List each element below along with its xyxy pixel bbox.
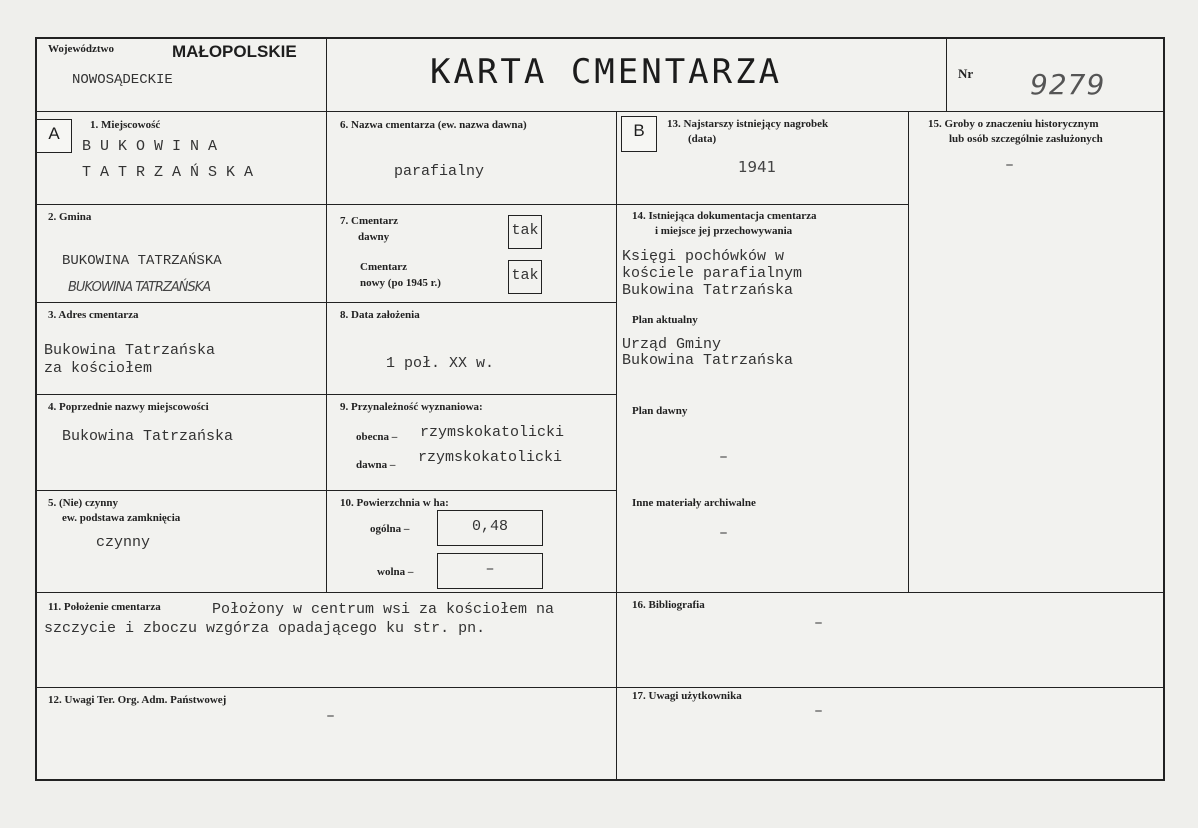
uwagi-ter-value: – (326, 708, 336, 725)
poprzednie-nazwy-value: Bukowina Tatrzańska (62, 428, 234, 445)
polozenie-line2: szczycie i zboczu wzgórza opadającego ku str. pn. (44, 620, 486, 637)
nazwa-cmentarza-value: parafialny (394, 163, 485, 180)
bibliografia-value: – (814, 615, 824, 632)
gmina-handwritten: BUKOWINA TATRZAŃSKA (68, 280, 211, 295)
nowy-checkbox: tak (508, 260, 542, 294)
data-zalozenia-value: 1 poł. XX w. (386, 355, 495, 372)
field-17-label: 17. Uwagi użytkownika (632, 690, 742, 702)
ogolna-value: 0,48 (437, 510, 543, 546)
najstarszy-nagrobek-value: 1941 (738, 158, 777, 176)
nowy-label-2: nowy (po 1945 r.) (360, 277, 441, 289)
gmina-value: BUKOWINA TATRZAŃSKA (62, 253, 222, 269)
plan-aktualny-label: Plan aktualny (632, 314, 698, 326)
inne-materialy-value: – (719, 525, 729, 542)
dokumentacja-line2: kościele parafialnym (622, 265, 803, 282)
ogolna-label: ogólna – (370, 523, 410, 535)
rule (326, 111, 327, 593)
adres-line1: Bukowina Tatrzańska (44, 342, 216, 359)
rule (908, 111, 909, 593)
field-15-sublabel: lub osób szczególnie zasłużonych (949, 133, 1103, 145)
dawny-label: dawny (358, 231, 390, 243)
plan-aktualny-line2: Bukowina Tatrzańska (622, 352, 794, 369)
field-5-sublabel: ew. podstawa zamknięcia (62, 512, 181, 524)
field-7-label: 7. Cmentarz (340, 215, 399, 227)
plan-aktualny-line1: Urząd Gminy (622, 336, 722, 353)
section-b-marker: B (621, 116, 657, 152)
field-12-label: 12. Uwagi Ter. Org. Adm. Państwowej (48, 694, 227, 706)
field-13-sublabel: (data) (688, 133, 717, 145)
dokumentacja-line1: Księgi pochówków w (622, 248, 785, 265)
field-14-sublabel: i miejsce jej przechowywania (655, 225, 793, 237)
wolna-label: wolna – (377, 566, 414, 578)
field-15-label: 15. Groby o znaczeniu historycznym (928, 118, 1099, 130)
nowy-label-1: Cmentarz (360, 261, 408, 273)
dawna-value: rzymskokatolicki (418, 449, 563, 466)
field-16-label: 16. Bibliografia (632, 599, 705, 611)
rule (616, 111, 617, 781)
field-3-label: 3. Adres cmentarza (48, 309, 139, 321)
wojewodztwo-label: Województwo (48, 43, 114, 55)
rule (946, 37, 947, 112)
field-6-label: 6. Nazwa cmentarza (ew. nazwa dawna) (340, 119, 527, 131)
miejscowosc-line2: T A T R Z A Ń S K A (82, 164, 254, 181)
rule (35, 111, 1165, 112)
uwagi-uzytkownika-value: – (814, 703, 824, 720)
czynny-value: czynny (96, 534, 151, 551)
wojewodztwo-old: NOWOSĄDECKIE (72, 72, 173, 88)
field-4-label: 4. Poprzednie nazwy miejscowości (48, 401, 209, 413)
bracket-line (656, 116, 657, 152)
wolna-value: – (437, 553, 543, 589)
obecna-label: obecna – (356, 431, 398, 443)
dawna-label: dawna – (356, 459, 396, 471)
dawny-checkbox: tak (508, 215, 542, 249)
nr-value: 9279 (1030, 68, 1106, 101)
obecna-value: rzymskokatolicki (420, 424, 565, 441)
field-10-label: 10. Powierzchnia w ha: (340, 497, 449, 509)
rule (326, 37, 327, 112)
field-1-label: 1. Miejscowość (90, 119, 161, 131)
rule (35, 687, 1165, 688)
inne-materialy-label: Inne materiały archiwalne (632, 497, 756, 509)
page-title: KARTA CMENTARZA (430, 52, 783, 92)
plan-dawny-label: Plan dawny (632, 405, 688, 417)
field-11-label: 11. Położenie cmentarza (48, 601, 161, 613)
rule (35, 592, 1165, 593)
plan-dawny-value: – (719, 449, 729, 466)
field-2-label: 2. Gmina (48, 211, 92, 223)
adres-line2: za kościołem (44, 360, 153, 377)
rule (35, 204, 908, 205)
dokumentacja-line3: Bukowina Tatrzańska (622, 282, 794, 299)
groby-value: – (1005, 157, 1015, 174)
section-a-marker: A (36, 119, 72, 153)
field-9-label: 9. Przynależność wyznaniowa: (340, 401, 483, 413)
polozenie-line1: Położony w centrum wsi za kościołem na (212, 601, 555, 618)
field-8-label: 8. Data założenia (340, 309, 420, 321)
field-13-label: 13. Najstarszy istniejący nagrobek (667, 118, 829, 130)
miejscowosc-line1: B U K O W I N A (82, 138, 218, 155)
wojewodztwo-value: MAŁOPOLSKIE (172, 42, 297, 61)
field-5-label: 5. (Nie) czynny (48, 497, 118, 509)
field-14-label: 14. Istniejąca dokumentacja cmentarza (632, 210, 817, 222)
nr-label: Nr (958, 66, 974, 81)
